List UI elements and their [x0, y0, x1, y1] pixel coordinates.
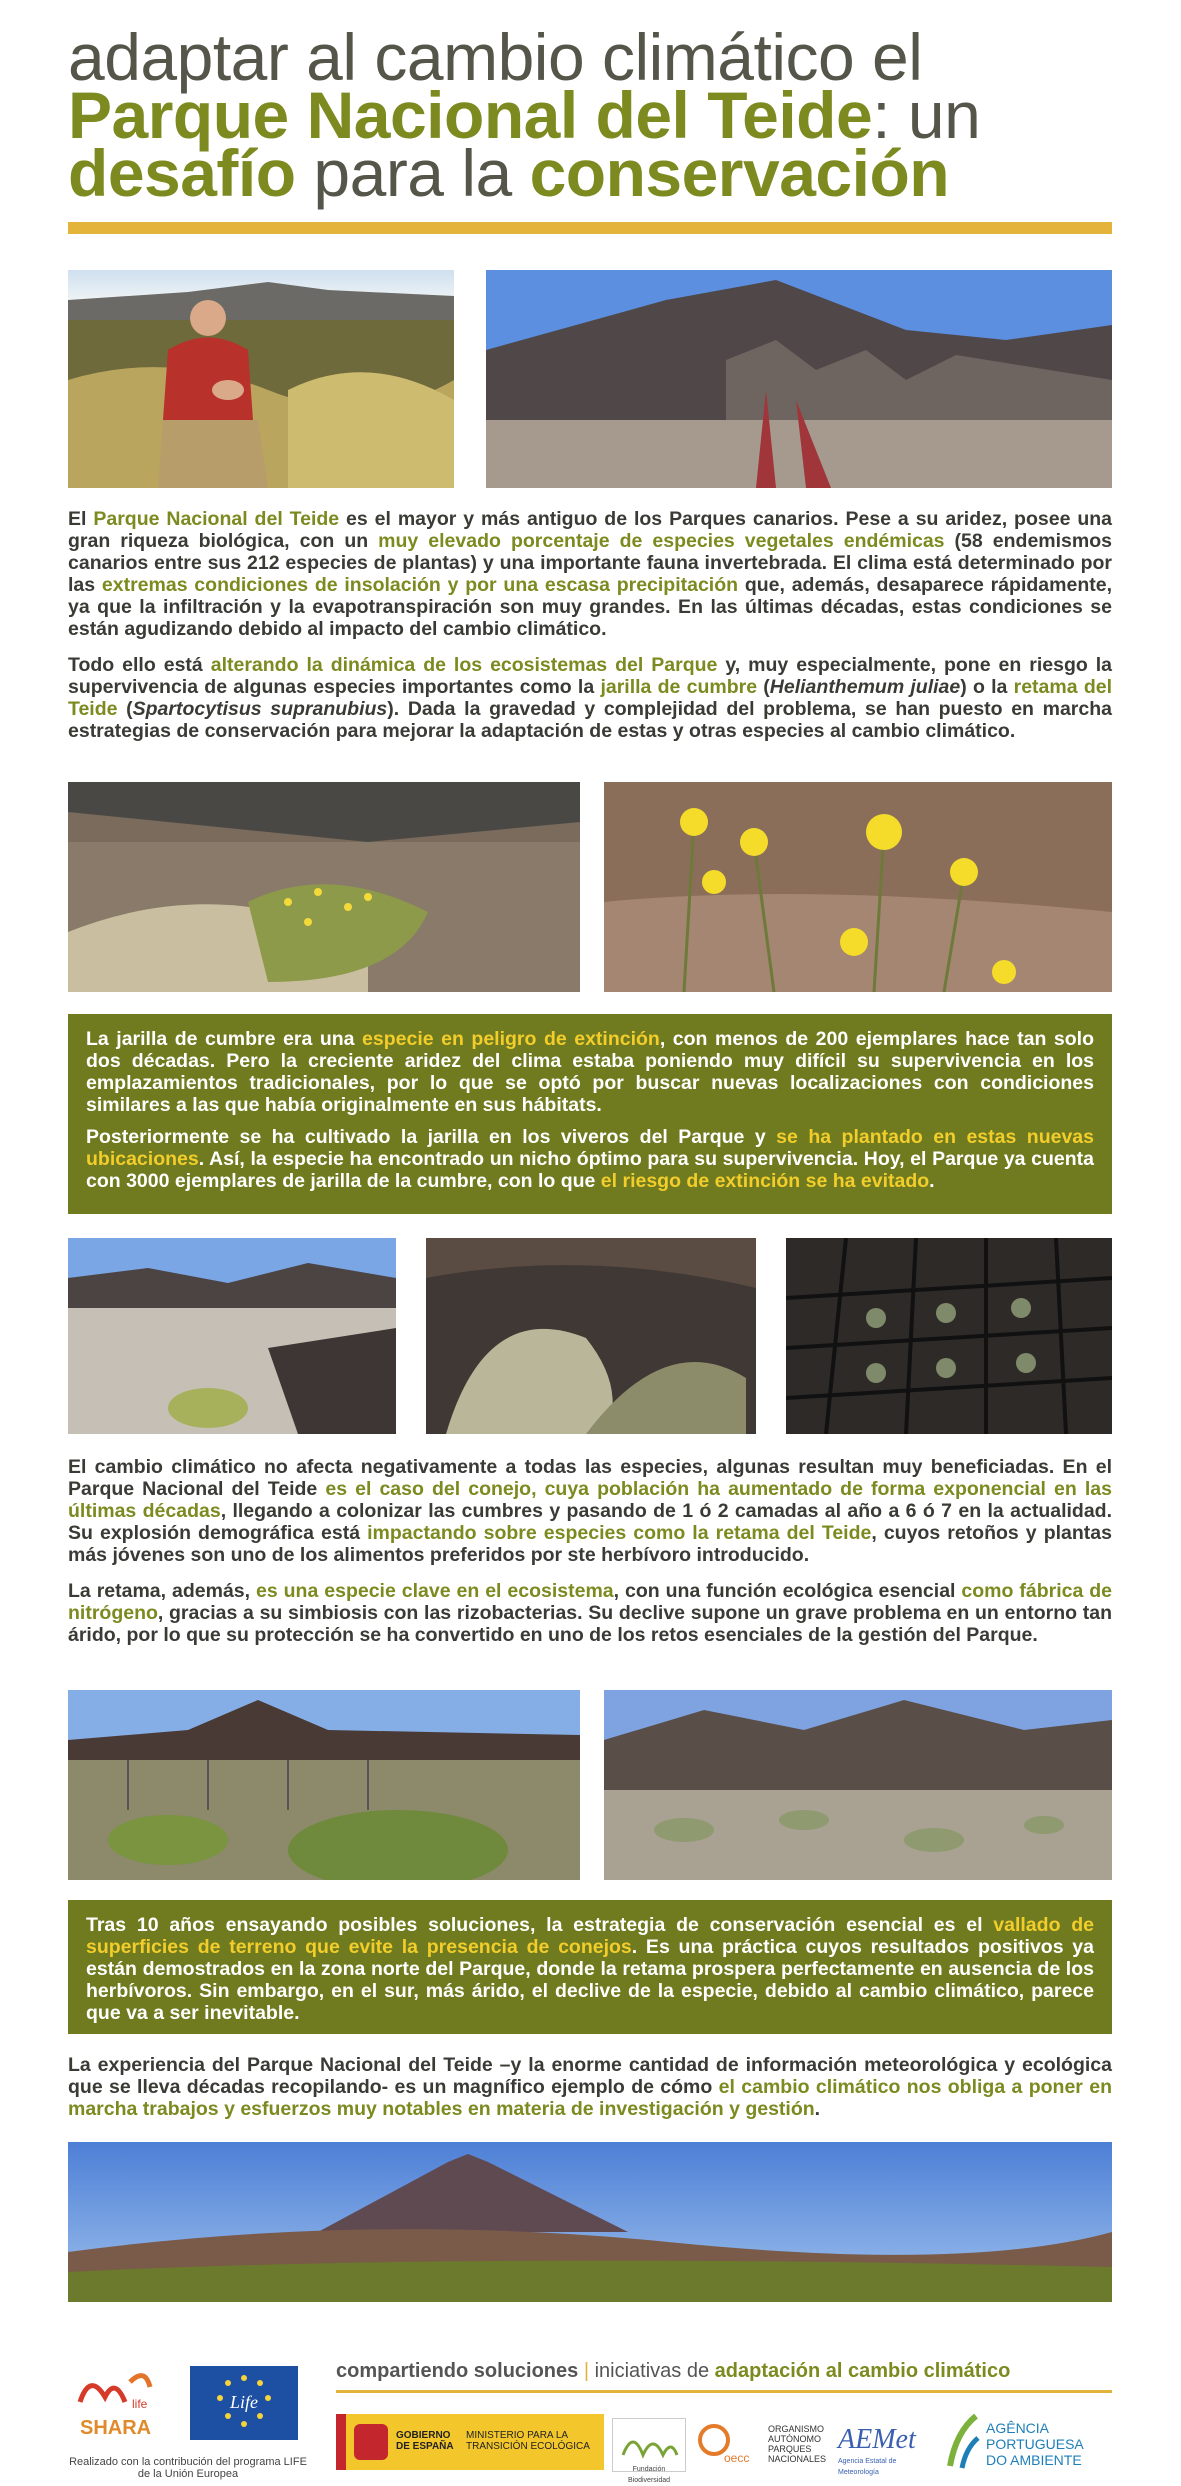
tagline-initiatives: iniciativas de [594, 2360, 715, 2382]
title-un: : un [872, 78, 981, 152]
apa-line-1: AGÊNCIA [986, 2420, 1050, 2436]
highlight: Parque Nacional del Teide [93, 508, 340, 530]
text: ). Dada la gravedad y complejidad del problema, se han puesto en marcha estrategias de conservación para mejorar la adaptación de estas y otras especies al cambio climático. [68, 698, 1112, 742]
oapn-logo: ORGANISMO AUTÓNOMO PARQUES NACIONALES [768, 2424, 827, 2464]
highlight: es una especie clave en el ecosistema [256, 1580, 614, 1602]
highlight: el riesgo de extinción se ha evitado [600, 1170, 930, 1192]
aemet-subtitle: Agencia Estatal de Meteorología [838, 2458, 897, 2476]
footer-tagline [336, 2360, 1010, 2383]
highlight: jarilla de cumbre [600, 676, 758, 698]
spain-flag-stripe [336, 2414, 346, 2470]
photo-jarilla-flowers [604, 782, 1112, 992]
text: . Es una práctica cuyos resultados positivos ya están demostrados en la zona norte del Parque, donde la retama prospera perfectamente en ausencia de los herbívoros. Sin embargo, en el sur, más árido, el declive de la especie, debido al cambio climático, parece que va a ser inevitable. [86, 1936, 1094, 2024]
highlight: retama del Teide [68, 676, 1112, 720]
gobierno-label: GOBIERNO DE ESPAÑA [396, 2430, 454, 2452]
text: ( [117, 698, 133, 720]
text: , llegando a colonizar las cumbres y pasando de 1 ó 2 camadas al año a 6 ó 7 en la actualidad. Su explosión demográfica está [68, 1500, 1112, 1544]
text: que, además, desaparece rápidamente, ya que la infiltración y la evapotranspiración son muy grandes. En las últimas décadas, estas condiciones se están agudizando debido al impacto del cambio climático. [68, 574, 1112, 640]
footer-divider [336, 2390, 1112, 2393]
text: La experiencia del Parque Nacional del Teide –y la enorme cantidad de información meteorológica y ecológica que se lleva décadas recopilando- es un magnífico ejemplo de cómo [68, 2054, 1112, 2098]
conclusion-paragraph [68, 2054, 1112, 2120]
text: Todo ello está [68, 654, 211, 676]
photo-jarilla-field [68, 782, 580, 992]
photo-teide-mountain [486, 270, 1112, 488]
ministerio-label: MINISTERIO PARA LA TRANSICIÓN ECOLÓGICA [466, 2430, 590, 2452]
highlight: especie en peligro de extinción [362, 1028, 660, 1050]
text: Posteriormente se ha cultivado la jarilla en los viveros del Parque y [86, 1126, 777, 1148]
photo-ranger-portrait [68, 270, 454, 488]
oecc-logo [694, 2422, 754, 2466]
text: La retama, además, [68, 1580, 257, 1602]
rabbit-paragraph [68, 1456, 1112, 1566]
photo-fenced-retama [68, 1690, 580, 1880]
species-name: Spartocytisus supranubius [132, 698, 388, 720]
text: . [814, 2098, 821, 2120]
text: es el mayor y más antiguo de los Parques canarios. Pese a su aridez, posee una gran riqueza biológica, con un [68, 508, 1112, 552]
species-name: Helianthemum juliae [769, 676, 961, 698]
text: , gracias a su simbiosis con las rizobacterias. Su declive supone un grave problema en un entorno tan árido, por lo que su protección se ha convertido en uno de los retos esenciales de la gestión del Parque. [68, 1602, 1112, 1646]
fencing-paragraph [86, 1914, 1094, 2024]
eu-life-logo [190, 2366, 298, 2440]
highlight: muy elevado porcentaje de especies vegetales endémicas [378, 530, 945, 552]
retama-paragraph [68, 1580, 1112, 1646]
title-conservacion: conservación [529, 136, 950, 210]
shara-logo [70, 2362, 160, 2442]
photo-dry-south [604, 1690, 1112, 1880]
rabbit-text [68, 1456, 1112, 1660]
highlight: como fábrica de nitrógeno [68, 1580, 1113, 1624]
title-line-1: adaptar al cambio climático el [68, 20, 923, 94]
title-underline [68, 222, 1112, 234]
text: ) o la [960, 676, 1014, 698]
text: El cambio climático no afecta negativamente a todas las especies, algunas resultan muy beneficiadas. En el Parque Nacional del Teide [68, 1456, 1112, 1500]
title-park-name: Parque Nacional del Teide [68, 78, 873, 152]
eu-life-text: Life [230, 2392, 259, 2412]
highlight: alterando la dinámica de los ecosistemas del Parque [210, 654, 718, 676]
intro-text [68, 508, 1112, 756]
photo-nursery-trays [786, 1238, 1112, 1434]
photo-teide-panorama [68, 2142, 1112, 2302]
text: y, muy especialmente, pone en riesgo la supervivencia de algunas especies importantes como la [68, 654, 1113, 698]
oecc-text: oecc [724, 2451, 750, 2465]
jarilla-info-box [68, 1014, 1112, 1214]
text: , cuyos retoños y plantas más jóvenes son uno de los alimentos preferidos por ste herbívoro introducido. [68, 1522, 1112, 1566]
tagline-sharing: compartiendo soluciones [336, 2360, 579, 2382]
text: . [929, 1170, 935, 1192]
conclusion-text [68, 2054, 1112, 2134]
tagline-separator: | [578, 2360, 595, 2382]
title-desafio: desafío [68, 136, 296, 210]
photo-new-location [68, 1238, 396, 1434]
apa-logo [986, 2420, 1112, 2468]
jarilla-paragraph-2 [86, 1126, 1094, 1192]
highlight: el cambio climático nos obliga a poner en marcha trabajos y esfuerzos muy notables en materia de investigación y gestión [68, 2076, 1112, 2120]
text: ( [757, 676, 770, 698]
text: , con menos de 200 ejemplares hace tan solo dos décadas. Pero la creciente aridez del clima estaba poniendo muy difícil su supervivencia en los emplazamientos tradicionales, por lo que se optó por buscar nuevas localizaciones con condiciones similares a las que había originalmente en sus hábitats. [86, 1028, 1094, 1116]
apa-line-3: DO AMBIENTE [986, 2452, 1082, 2468]
title-para-la: para la [295, 136, 530, 210]
shara-logo-text: SHARA [80, 2417, 152, 2439]
highlight: es el caso del conejo, cuya población ha aumentado de forma exponencial en las últimas décadas [68, 1478, 1112, 1522]
highlight: impactando sobre especies como la retama del Teide [367, 1522, 872, 1544]
highlight: vallado de superficies de terreno que evite la presencia de conejos [86, 1914, 1094, 1958]
eu-contribution-caption: Realizado con la contribución del programa LIFE de la Unión Europea [69, 2456, 307, 2480]
jarilla-paragraph-1 [86, 1028, 1094, 1116]
highlight: se ha plantado en estas nuevas ubicaciones [86, 1126, 1094, 1170]
text: Tras 10 años ensayando posibles soluciones, la estrategia de conservación esencial es el [86, 1914, 994, 1936]
text: La jarilla de cumbre era una [86, 1028, 363, 1050]
aemet-logo [838, 2424, 932, 2476]
intro-paragraph-2 [68, 654, 1112, 742]
intro-paragraph-1 [68, 508, 1112, 640]
text: (58 endemismos canarios entre sus 212 especies de plantas) y una importante fauna invertebrada. El clima está determinado por las [68, 530, 1112, 596]
photo-planted-jarilla [426, 1238, 756, 1434]
title-line-3 [68, 136, 1128, 210]
fencing-info-box [68, 1900, 1112, 2034]
text: , con una función ecológica esencial [613, 1580, 962, 1602]
text: El [68, 508, 94, 530]
fundacion-biodiversidad-logo [612, 2418, 686, 2484]
text: . Así, la especie ha encontrado un nicho óptimo para su supervivencia. Hoy, el Parque ya cuenta con 3000 ejemplares de jarilla de la cumbre, con lo que [86, 1148, 1094, 1192]
spain-coat-of-arms-icon [354, 2424, 388, 2460]
tagline-adaptation: adaptación al cambio climático [714, 2360, 1011, 2382]
aemet-text: AEMet [838, 2424, 916, 2455]
apa-logo-icon [946, 2412, 980, 2470]
gobierno-espana-logo [336, 2414, 604, 2470]
shara-logo-life: life [132, 2397, 148, 2411]
apa-line-2: PORTUGUESA [986, 2436, 1084, 2452]
page-title [68, 20, 1128, 210]
highlight: extremas condiciones de insolación y por una escasa precipitación [101, 574, 739, 596]
fundacion-biodiversidad-label: Fundación Biodiversidad [627, 2466, 671, 2484]
